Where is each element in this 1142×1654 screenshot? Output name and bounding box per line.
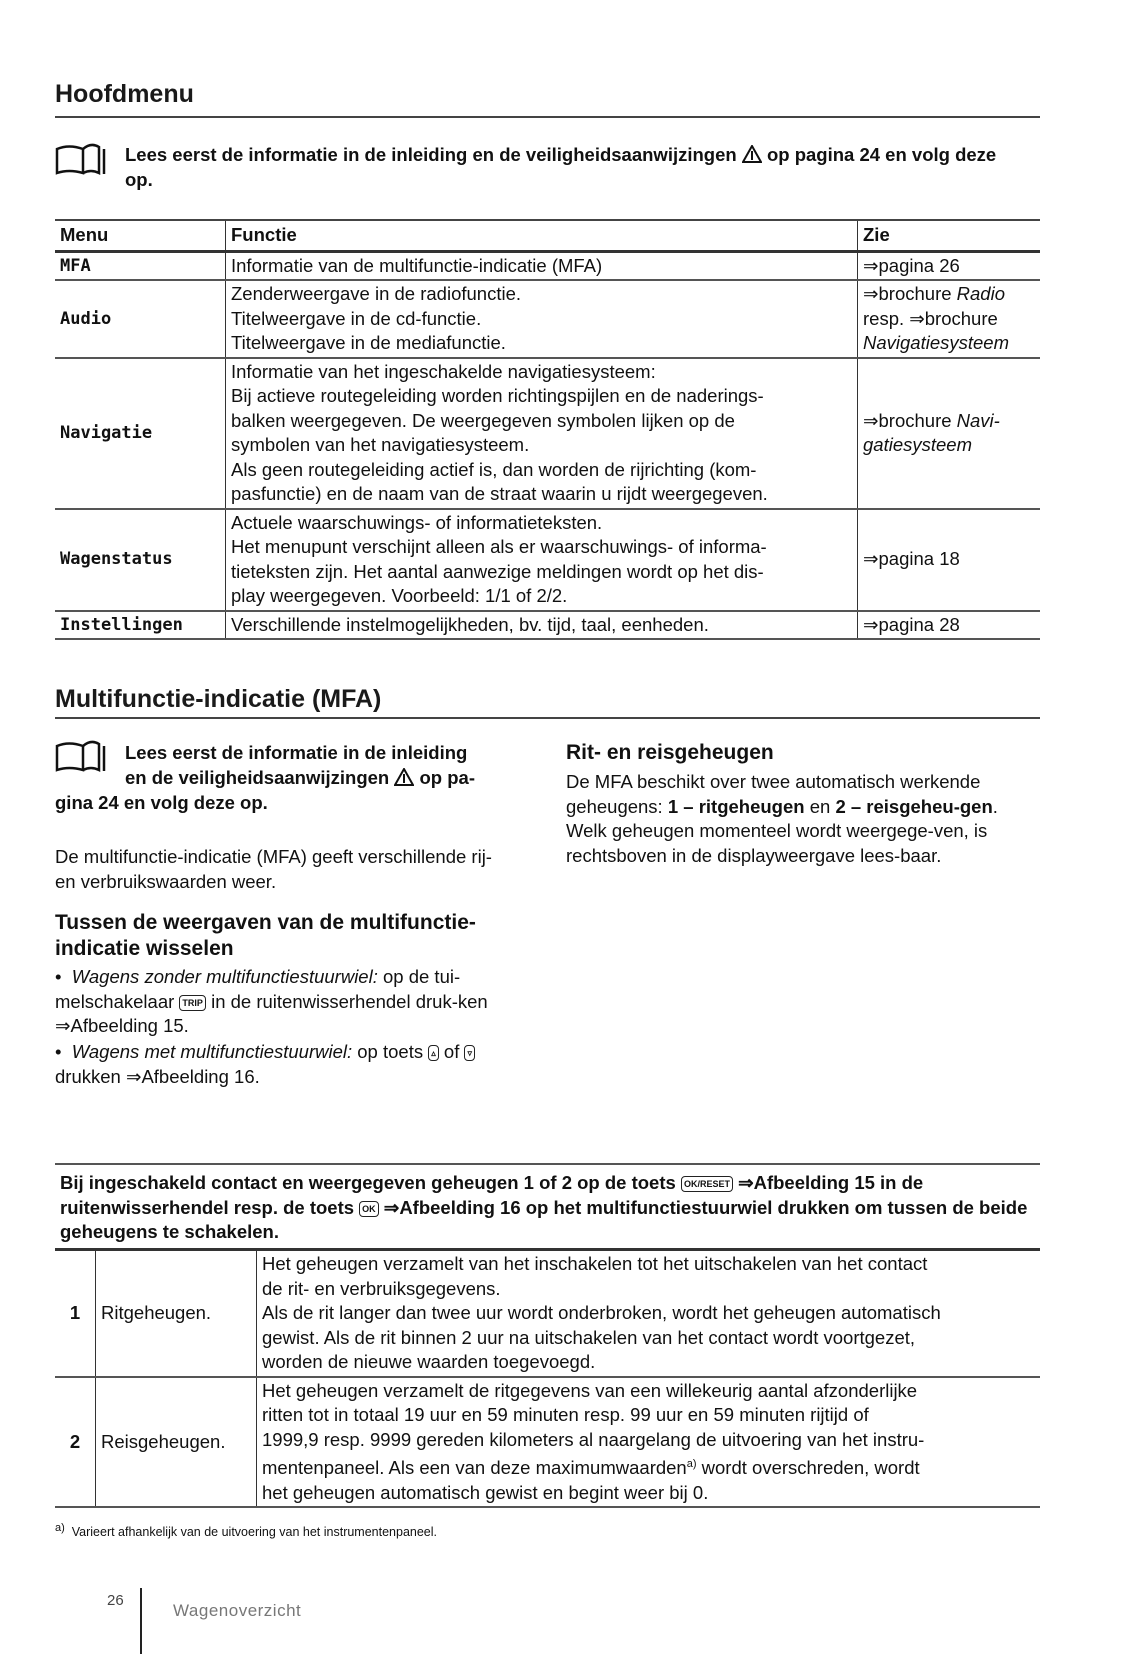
see-reference[interactable]: ⇒pagina 26 <box>858 251 1041 280</box>
section-title-mfa: Multifunctie-indicatie (MFA) <box>55 685 382 713</box>
col-header-zie: Zie <box>858 220 1041 251</box>
tip-text: Bij ingeschakeld contact en weergegeven geheugen 1 of 2 op de toets OK/RESET ⇒Afbeelding 15 in de ruitenwisserhendel resp. de toets OK ⇒Afbeelding 16 op het multifunctiestuurwiel drukken om tussen de beide geheugens te schakelen. <box>60 1172 1028 1242</box>
row-number: 2 <box>55 1377 96 1508</box>
up-key-icon: ▵ <box>428 1045 439 1061</box>
menu-name: Instellingen <box>55 611 226 640</box>
table-row <box>55 1377 1040 1508</box>
bullet-item: • Wagens met multifunctiestuurwiel: op toets ▵ of ▿ drukken ⇒Afbeelding 16. <box>55 1040 525 1089</box>
table-row <box>55 358 1040 509</box>
bullet-icon: • <box>55 1041 72 1062</box>
row-description: Het geheugen verzamelt de ritgegevens van een willekeurig aantal afzonderlijke ritten tot in totaal 19 uur en 59 minuten resp. 99 uur en 59 minuten rijtijd of 1999,9 resp. 9999 gereden kilometers al naargelang de uitvoering van het instru- mentenpaneel. Als een van deze maximumwaarden$^{a)}$ wordt overschreden, wordt het geheugen automatisch gewist en begint weer bij 0. <box>257 1377 1041 1508</box>
menu-function: Informatie van de multifunctie-indicatie (MFA) <box>226 251 858 280</box>
subheading-switch-views: Tussen de weergaven van de multifunctie-indicatie wisselen <box>55 911 476 960</box>
safety-note: Lees eerst de informatie in de inleiding en de veiligheidsaanwijzingen op pagina 24 en volg deze op. <box>125 144 997 190</box>
table-row <box>55 509 1040 611</box>
mfa-intro: De multifunctie-indicatie (MFA) geeft verschillende rij- en verbruikswaarden weer. <box>55 846 492 892</box>
menu-name: Navigatie <box>55 358 226 509</box>
trip-memory-text: De MFA beschikt over twee automatisch werkende geheugens: 1 – ritgeheugen en 2 – reisgeheu-gen. Welk geheugen momenteel wordt weergege-ven, is rechtsboven in de displayweergave lees-baar. <box>566 771 998 866</box>
tip-divider <box>55 1163 1040 1165</box>
footnote: $^{a)}$ Varieert afhankelijk van de uitvoering van het instrumentenpaneel. <box>55 1522 438 1540</box>
see-reference[interactable]: ⇒pagina 18 <box>858 509 1041 611</box>
menu-function: Informatie van het ingeschakelde navigatiesysteem: Bij actieve routegeleiding worden richtingspijlen en de naderings- balken weergegeven. De weergegeven symbolen lijken op de symbolen van het navigatiesysteem. Als geen routegeleiding actief is, dan worden de rijrichting (kom- pasfunctie) en de naam van de straat waarin u rijdt weergegeven. <box>226 358 858 509</box>
ok-reset-key-icon: OK/RESET <box>681 1176 733 1192</box>
menu-name: MFA <box>55 251 226 280</box>
trip-key-icon: TRIP <box>179 995 206 1011</box>
table-row <box>55 251 1040 280</box>
row-label: Ritgeheugen. <box>96 1250 257 1377</box>
safety-note-mfa-line2: en de veiligheidsaanwijzingen op pa- <box>125 767 475 788</box>
warning-triangle-icon <box>742 145 762 163</box>
menu-function: Actuele waarschuwings- of informatieteksten. Het menupunt verschijnt alleen als er waarschuwings- of informa- tieteksten zijn. Het aantal aanwezige meldingen wordt op het dis- play weergegeven. Voorbeeld: 1/1 of 2/2. <box>226 509 858 611</box>
see-reference[interactable]: ⇒brochure Navi- gatiesysteem <box>858 358 1041 509</box>
see-reference[interactable]: ⇒pagina 28 <box>858 611 1041 640</box>
section-title-hoofdmenu: Hoofdmenu <box>55 80 194 108</box>
table-row <box>55 611 1040 640</box>
down-key-icon: ▿ <box>464 1045 475 1061</box>
subheading-trip-memory: Rit- en reisgeheugen <box>566 741 774 764</box>
footnote-ref: a) <box>686 1458 697 1470</box>
menu-function: Zenderweergave in de radiofunctie. Titelweergave in de cd-functie. Titelweergave in de mediafunctie. <box>226 280 858 358</box>
row-label: Reisgeheugen. <box>96 1377 257 1508</box>
book-icon <box>55 740 113 774</box>
safety-note-mfa-line1: Lees eerst de informatie in de inleiding <box>125 742 468 763</box>
section-divider <box>55 116 1040 118</box>
book-icon <box>55 143 113 177</box>
menu-function: Verschillende instelmogelijkheden, bv. tijd, taal, eenheden. <box>226 611 858 640</box>
footer-divider <box>140 1588 142 1654</box>
see-reference[interactable]: ⇒brochure Radio resp. ⇒brochure Navigatiesysteem <box>858 280 1041 358</box>
section-divider <box>55 717 1040 719</box>
safety-note-mfa-line3: gina 24 en volg deze op. <box>55 792 268 813</box>
row-number: 1 <box>55 1250 96 1377</box>
col-header-menu: Menu <box>55 220 226 251</box>
menu-name: Wagenstatus <box>55 509 226 611</box>
col-header-functie: Functie <box>226 220 858 251</box>
main-menu-table <box>55 219 1040 640</box>
page-number: 26 <box>107 1592 124 1609</box>
warning-triangle-icon <box>394 768 414 786</box>
ok-key-icon: OK <box>359 1201 379 1217</box>
table-row <box>55 1250 1040 1377</box>
row-description: Het geheugen verzamelt van het inschakelen tot het uitschakelen van het contact de rit- en verbruiksgegevens. Als de rit langer dan twee uur wordt onderbroken, wordt het geheugen automatisch gewist. Als de rit binnen 2 uur na uitschakelen van het contact wordt voortgezet, worden de nieuwe waarden toegevoegd. <box>257 1250 1041 1377</box>
table-row <box>55 280 1040 358</box>
bullet-icon: • <box>55 966 72 987</box>
memory-table <box>55 1248 1040 1508</box>
menu-name: Audio <box>55 280 226 358</box>
chapter-title: Wagenoverzicht <box>173 1601 302 1620</box>
bullet-item: • Wagens zonder multifunctiestuurwiel: op de tui-melschakelaar TRIP in de ruitenwisserhendel druk-ken ⇒Afbeelding 15. <box>55 966 488 1036</box>
